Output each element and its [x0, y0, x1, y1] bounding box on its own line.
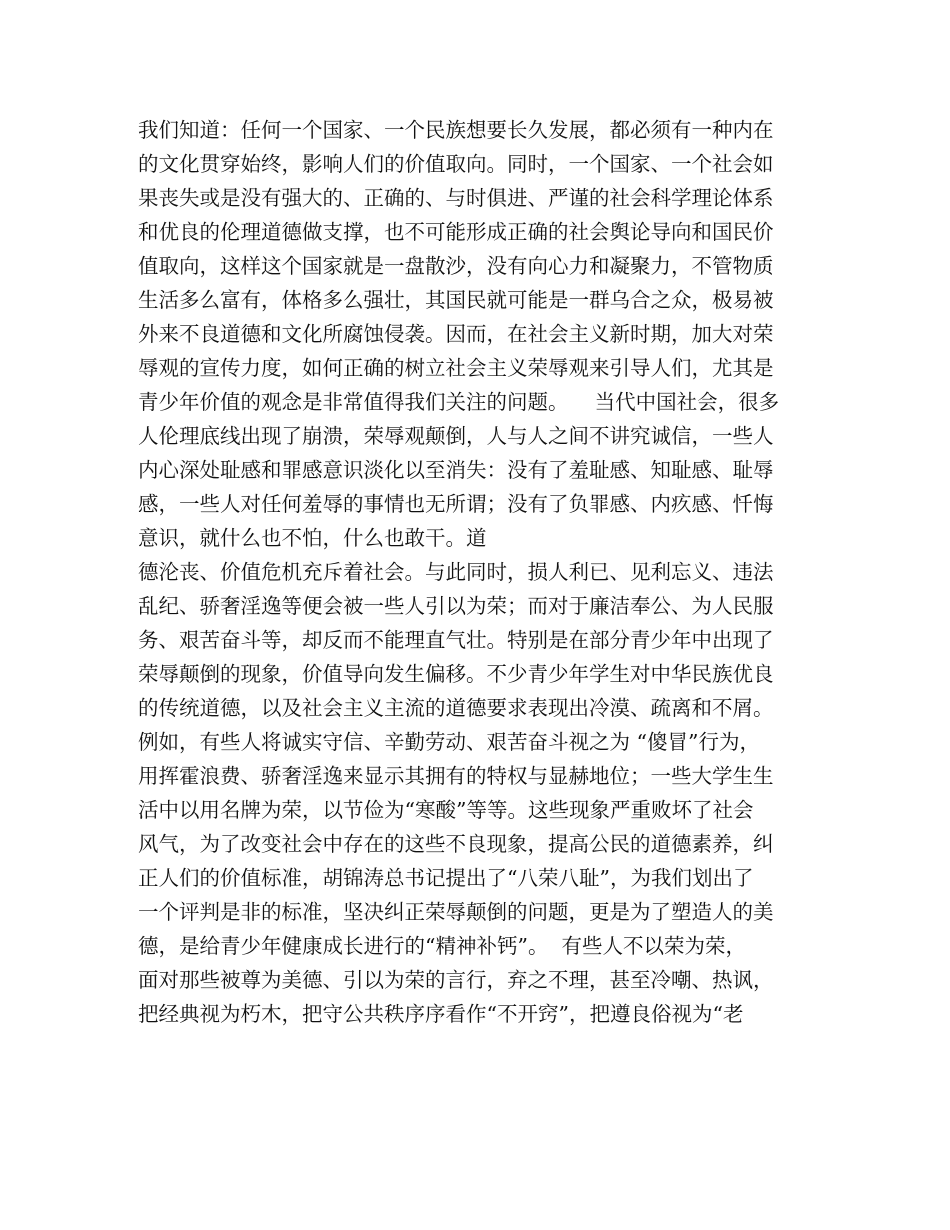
- text-line: 一个评判是非的标准，坚决纠正荣辱颠倒的问题，更是为了塑造人的美: [138, 900, 774, 924]
- text-line: 面对那些被尊为美德、引以为荣的言行，弃之不理，甚至冷嘲、热讽，: [138, 968, 774, 992]
- text-line: 用挥霍浪费、骄奢淫逸来显示其拥有的特权与显赫地位；一些大学生生: [138, 764, 774, 788]
- text-line: 值取向，这样这个国家就是一盘散沙，没有向心力和凝聚力，不管物质: [138, 254, 774, 278]
- text-line: 乱纪、骄奢淫逸等便会被一些人引以为荣；而对于廉洁奉公、为人民服: [138, 594, 774, 618]
- text-line: 例如，有些人将诚实守信、辛勤劳动、艰苦奋斗视之为 “傻冒”行为，: [138, 730, 760, 754]
- body-text: [138, 113, 828, 1031]
- text-line: 意识，就什么也不怕，什么也敢干。道: [138, 526, 487, 550]
- text-line: 内心深处耻感和罪感意识淡化以至消失：没有了羞耻感、知耻感、耻辱: [138, 458, 774, 482]
- text-line: 风气，为了改变社会中存在的这些不良现象，提高公民的道德素养，纠: [138, 832, 774, 856]
- text-line: 果丧失或是没有强大的、正确的、与时俱进、严谨的社会科学理论体系: [138, 186, 774, 210]
- text-line: 务、艰苦奋斗等，却反而不能理直气壮。特别是在部分青少年中出现了: [138, 628, 774, 652]
- text-line: 荣辱颠倒的现象，价值导向发生偏移。不少青少年学生对中华民族优良: [138, 662, 774, 686]
- text-line: 的文化贯穿始终，影响人们的价值取向。同时，一个国家、一个社会如: [138, 152, 774, 176]
- text-line: 生活多么富有，体格多么强壮，其国民就可能是一群乌合之众，极易被: [138, 288, 774, 312]
- text-line: 人伦理底线出现了崩溃，荣辱观颠倒，人与人之间不讲究诚信，一些人: [138, 424, 774, 448]
- text-line: 我们知道：任何一个国家、一个民族想要长久发展，都必须有一种内在: [138, 118, 774, 142]
- text-line: 德，是给青少年健康成长进行的“精神补钙”。 有些人不以荣为荣，: [138, 934, 746, 958]
- text-line: 辱观的宣传力度，如何正确的树立社会主义荣辱观来引导人们，尤其是: [138, 356, 774, 380]
- text-line: 活中以用名牌为荣，以节俭为“寒酸”等等。这些现象严重败坏了社会: [138, 798, 754, 822]
- text-line: 的传统道德，以及社会主义主流的道德要求表现出冷漠、疏离和不屑。: [138, 696, 774, 720]
- text-line: 正人们的价值标准，胡锦涛总书记提出了“八荣八耻”，为我们划出了: [138, 866, 754, 890]
- text-line: 和优良的伦理道德做支撑，也不可能形成正确的社会舆论导向和国民价: [138, 220, 774, 244]
- text-line: 青少年价值的观念是非常值得我们关注的问题。 当代中国社会，很多: [138, 390, 780, 414]
- text-line: 德沦丧、价值危机充斥着社会。与此同时，损人利已、见利忘义、违法: [138, 560, 774, 584]
- text-line: 把经典视为朽木，把守公共秩序序看作“不开窍”，把遵良俗视为“老: [138, 1002, 744, 1026]
- text-line: 感，一些人对任何羞辱的事情也无所谓；没有了负罪感、内疚感、忏悔: [138, 492, 774, 516]
- text-line: 外来不良道德和文化所腐蚀侵袭。因而，在社会主义新时期，加大对荣: [138, 322, 774, 346]
